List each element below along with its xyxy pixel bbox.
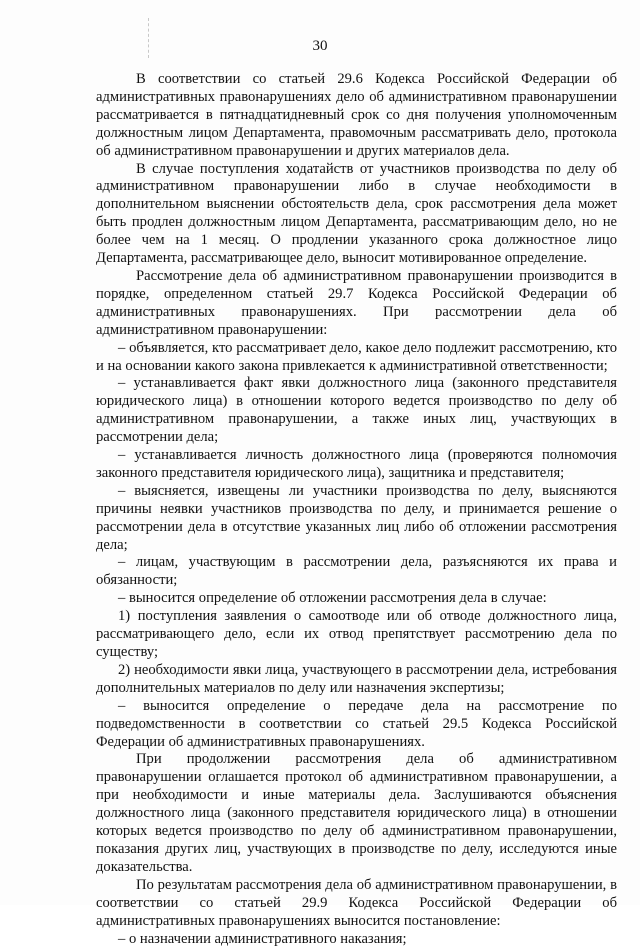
list-item: – лицам, участвующим в рассмотрении дела, разъясняются их права и обязанности; [96,554,617,590]
paragraph: При продолжении рассмотрения дела об административном правонарушении оглашается протокол об административном правонарушении, а при необходимости и иные материалы дела. Заслушиваются объяснения должностного лица (законного представителя юридического лица) в отношении которых ведется производство по делу об административном правонарушении, показания других лиц, участвующих в производстве по делу, исследуются иные доказательства. [96,751,617,876]
list-item: – выясняется, извещены ли участники производства по делу, выясняются причины неявки участников производства по делу, и принимается решение о рассмотрении дела в отсутствие указанных лиц либо об отложении рассмотрения дела; [96,483,617,555]
list-item: – выносится определение о передаче дела на рассмотрение по подведомственности в соответствии со статьей 29.5 Кодекса Российской Федерации об административных правонарушениях. [96,698,617,752]
paragraph: Рассмотрение дела об административном правонарушении производится в порядке, определенном статьей 29.7 Кодекса Российской Федерации об административных правонарушениях. При рассмотрении дела об административном правонарушении: [96,268,617,340]
list-item: – устанавливается факт явки должностного лица (законного представителя юридического лица) в отношении которого ведется производство по делу об административном правонарушении, а также иных лиц, участвующих в рассмотрении дела; [96,375,617,447]
list-item: 2) необходимости явки лица, участвующего в рассмотрении дела, истребования дополнительных материалов по делу или назначения экспертизы; [96,662,617,698]
list-item: – устанавливается личность должностного лица (проверяются полномочия законного представителя юридического лица), защитника и представителя; [96,447,617,483]
document-body [96,71,617,948]
page-number: 30 [0,38,640,55]
paragraph: По результатам рассмотрения дела об административном правонарушении, в соответствии со статьей 29.9 Кодекса Российской Федерации об административных правонарушениях выносится постановление: [96,877,617,931]
paragraph: В случае поступления ходатайств от участников производства по делу об административном правонарушении либо в случае необходимости в дополнительном выяснении обстоятельств дела, срок рассмотрения дела может быть продлен должностным лицом Департамента, рассматривающим дело, но не более чем на 1 месяц. О продлении указанного срока должностное лицо Департамента, рассматривающее дело, выносит мотивированное определение. [96,161,617,268]
list-item: – о назначении административного наказания; [96,931,617,948]
paragraph: В соответствии со статьей 29.6 Кодекса Российской Федерации об административных правонарушениях дело об административном правонарушении рассматривается в пятнадцатидневный срок со дня получения уполномоченным должностным лицом Департамента, правомочным рассматривать дело, протокола об административном правонарушении и других материалов дела. [96,71,617,161]
list-item: 1) поступления заявления о самоотводе или об отводе должностного лица, рассматривающего дело, если их отвод препятствует рассмотрению дела по существу; [96,608,617,662]
list-item: – объявляется, кто рассматривает дело, какое дело подлежит рассмотрению, кто и на основании какого закона привлекается к административной ответственности; [96,340,617,376]
list-item: – выносится определение об отложении рассмотрения дела в случае: [96,590,617,608]
